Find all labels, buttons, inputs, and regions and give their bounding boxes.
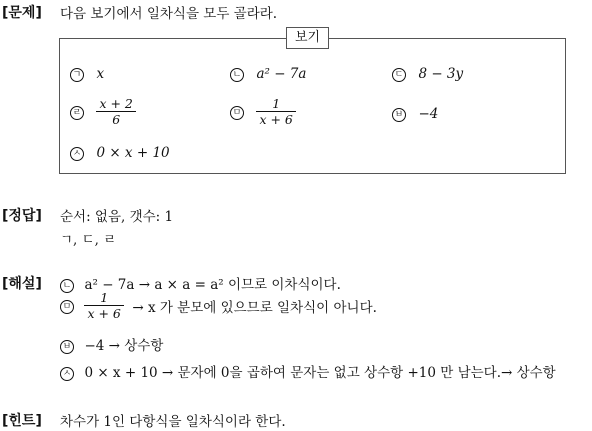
- fraction: [256, 96, 295, 127]
- circled-marker: ㄹ: [70, 106, 84, 120]
- explanation-text: 0 × x + 10 → 문자에 0을 곱하여 문자는 없고 상수항 +10 만 남는다.→ 상수항: [84, 365, 556, 381]
- explanation-text: −4 → 상수항: [84, 338, 164, 354]
- circled-marker: ㅅ: [60, 367, 74, 381]
- circled-marker: ㅂ: [60, 340, 74, 354]
- hint-label: [힌트]: [2, 413, 42, 429]
- circled-marker: ㄱ: [70, 68, 84, 82]
- fraction: [84, 290, 123, 321]
- bogi-expr: 0 × x + 10: [96, 145, 170, 161]
- problem-text: 다음 보기에서 일차식을 모두 골라라.: [60, 6, 278, 22]
- fraction-numerator: 1: [256, 96, 295, 112]
- bogi-title: 보기: [286, 27, 329, 49]
- bogi-expr: a² − 7a: [256, 66, 307, 82]
- bogi-expr: 8 − 3y: [418, 66, 464, 82]
- bogi-item: [70, 66, 104, 82]
- fraction-denominator: 6: [112, 112, 121, 127]
- problem-label: [문제]: [2, 5, 42, 21]
- circled-marker: ㅂ: [392, 108, 406, 122]
- explanation-label: [해설]: [2, 276, 42, 292]
- bogi-item: [392, 106, 438, 122]
- bogi-expr: −4: [418, 106, 439, 122]
- circled-marker: ㄷ: [392, 68, 406, 82]
- hint-text: 차수가 1인 다항식을 일차식이라 한다.: [60, 414, 286, 430]
- answer-choices: ㄱ, ㄷ, ㄹ: [60, 232, 117, 248]
- fraction-numerator: 1: [84, 290, 123, 306]
- circled-marker: ㄴ: [60, 279, 74, 293]
- explanation-text: → x 가 분모에 있으므로 일차식이 아니다.: [132, 299, 377, 316]
- explanation-line: [60, 361, 556, 381]
- fraction: [96, 96, 135, 127]
- answer-order-count: 순서: 없음, 갯수: 1: [60, 209, 174, 225]
- fraction-denominator: x + 6: [259, 112, 293, 127]
- explanation-line: [60, 290, 377, 321]
- answer-label: [정답]: [2, 208, 42, 224]
- circled-marker: ㅅ: [70, 147, 84, 161]
- circled-marker: ㄴ: [230, 68, 244, 82]
- bogi-item: [230, 66, 306, 82]
- explanation-text: a² − 7a → a × a = a² 이므로 이차식이다.: [84, 277, 341, 293]
- bogi-item: [70, 96, 136, 127]
- bogi-item: [392, 66, 463, 82]
- circled-marker: ㅁ: [230, 106, 244, 120]
- circled-marker: ㅁ: [60, 300, 74, 314]
- fraction-denominator: x + 6: [87, 306, 121, 321]
- fraction-numerator: x + 2: [96, 96, 135, 112]
- explanation-line: [60, 334, 163, 354]
- bogi-expr: x: [96, 66, 105, 82]
- bogi-item: [70, 145, 170, 161]
- bogi-item: [230, 96, 296, 127]
